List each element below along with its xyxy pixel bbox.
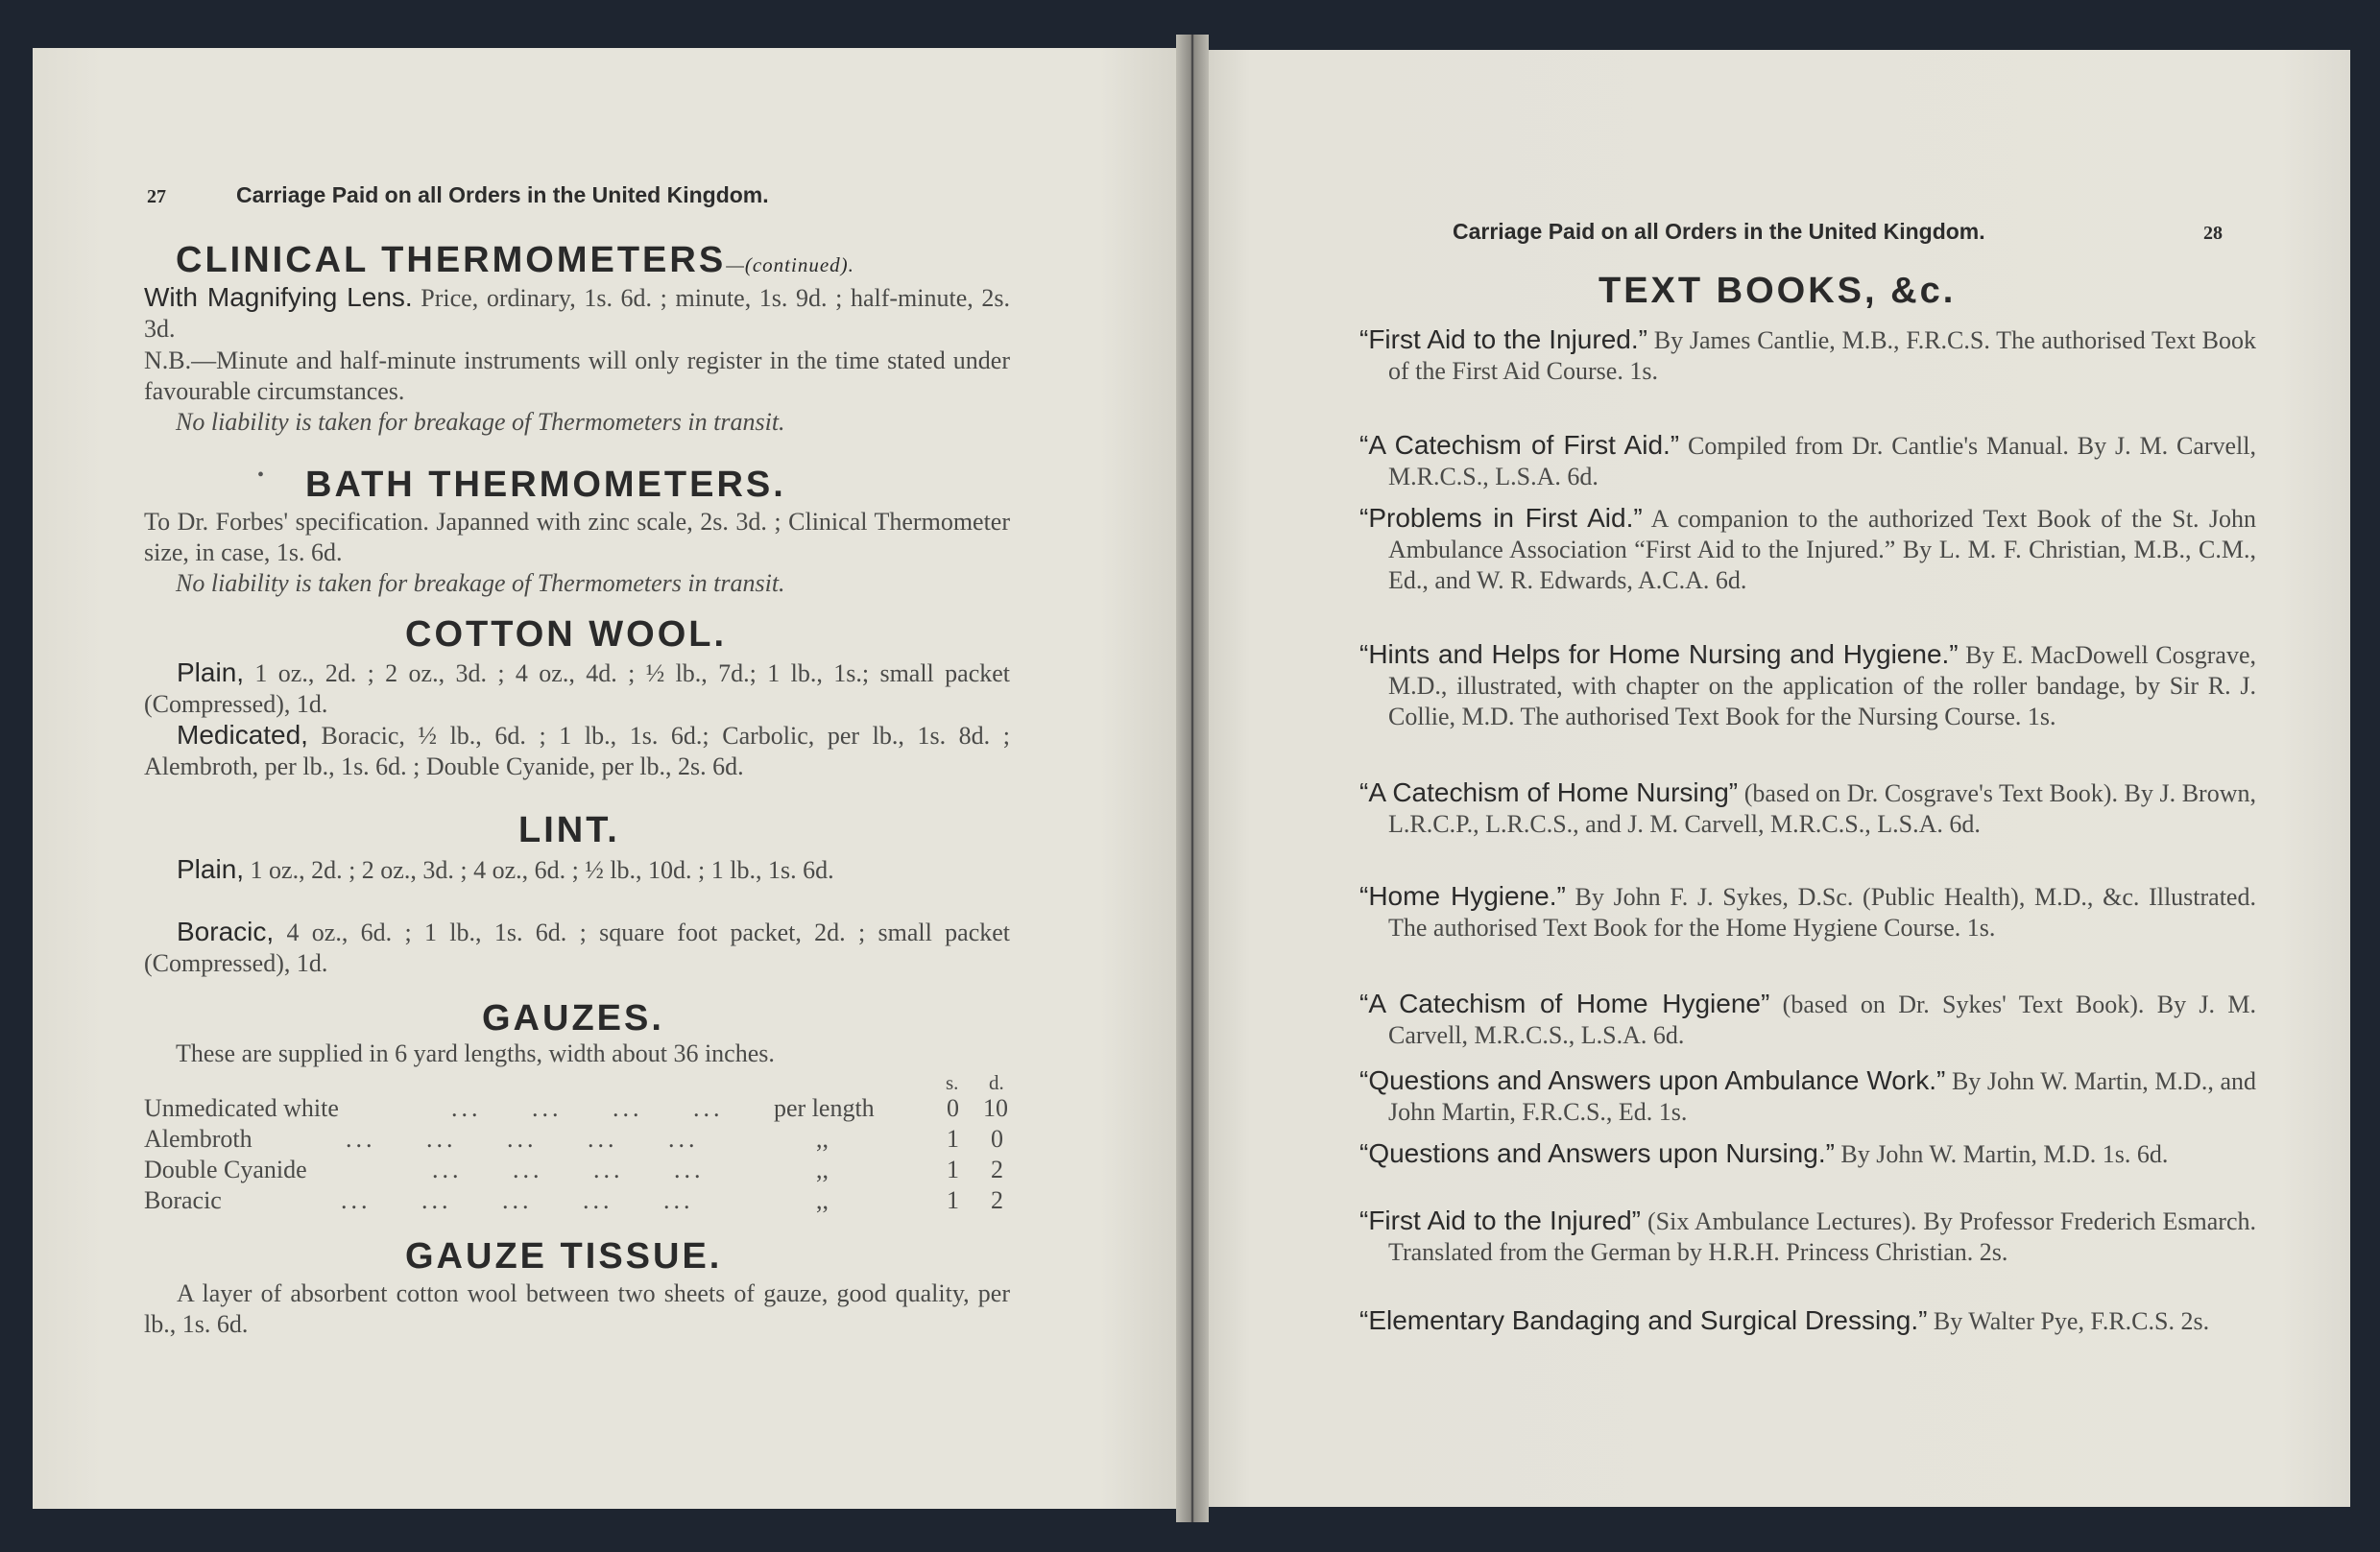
lint-plain-prices: 1 oz., 2d. ; 2 oz., 3d. ; 4 oz., 6d. ; ½ lb., 10d. ; 1 lb., 1s. 6d. xyxy=(244,856,834,884)
book-details: (based on Dr. Cosgrave's Text Book). By J. Brown, L.R.C.P., L.R.C.S., and J. M. Carvell, M.R.C.S., L.S.A. 6d. xyxy=(1388,779,2256,838)
magnifying-lens-lead: With Magnifying Lens. xyxy=(144,282,413,312)
gauze-unit: ,, xyxy=(816,1125,829,1153)
book-details: By James Cantlie, M.B., F.R.C.S. The authorised Text Book of the First Aid Course. 1s. xyxy=(1388,326,2256,385)
leader-dots: ... ... ... ... xyxy=(432,1156,705,1183)
gauze-shillings: 1 xyxy=(947,1186,959,1214)
book-details: (based on Dr. Sykes' Text Book). By J. M. Carvell, M.R.C.S., L.S.A. 6d. xyxy=(1388,991,2256,1049)
gauze-name: Unmedicated white xyxy=(144,1094,339,1122)
cotton-wool-heading: COTTON WOOL. xyxy=(405,614,728,655)
book-entry xyxy=(1359,430,2256,492)
col-d-label: d. xyxy=(989,1071,1004,1094)
clinical-thermometers-heading xyxy=(176,240,854,281)
gauze-pence: 2 xyxy=(991,1156,1003,1183)
gauze-pence: 2 xyxy=(991,1186,1003,1214)
lint-boracic-prices: 4 oz., 6d. ; 1 lb., 1s. 6d. ; square foot packet, 2d. ; small packet (Compressed), 1d. xyxy=(144,919,1010,977)
leader-dots: ... ... ... ... xyxy=(451,1094,724,1122)
cotton-plain-lead: Plain, xyxy=(177,657,245,687)
bullet-mark: • xyxy=(257,465,265,486)
cotton-plain-prices: 1 oz., 2d. ; 2 oz., 3d. ; 4 oz., 4d. ; ½ lb., 7d.; 1 lb., 1s.; small packet (Compressed), 1d. xyxy=(144,659,1010,718)
lint-boracic xyxy=(144,917,1010,979)
gauze-shillings: 0 xyxy=(947,1094,959,1122)
book-details: (Six Ambulance Lectures). By Professor Frederich Esmarch. Translated from the German by H.R.H. Princess Christian. 2s. xyxy=(1388,1207,2256,1266)
book-details: By Walter Pye, F.R.C.S. 2s. xyxy=(1927,1307,2210,1335)
book-title: “Hints and Helps for Home Nursing and Hygiene.” xyxy=(1359,639,1959,669)
book-details: Compiled from Dr. Cantlie's Manual. By J. M. Carvell, M.R.C.S., L.S.A. 6d. xyxy=(1388,432,2257,490)
bath-thermometers-heading: BATH THERMOMETERS. xyxy=(305,465,786,505)
leader-dots: ... ... ... ... ... xyxy=(341,1186,694,1214)
bath-text: To Dr. Forbes' specification. Japanned with zinc scale, 2s. 3d. ; Clinical Thermometer size, in case, 1s. 6d. xyxy=(144,508,1010,566)
book-details: By E. MacDowell Cosgrave, M.D., illustrated, with chapter on the application of the roller bandage, by Sir R. J. Collie, M.D. The authorised Text Book for the Nursing Course. 1s. xyxy=(1388,641,2256,730)
bath-liability: No liability is taken for breakage of Thermometers in transit. xyxy=(176,569,785,597)
clinical-magnifying-lens xyxy=(144,282,1010,345)
book-entry xyxy=(1359,324,2256,387)
gauze-unit: per length xyxy=(774,1094,875,1122)
text-books-heading: TEXT BOOKS, &c. xyxy=(1599,271,1957,311)
gauze-name: Boracic xyxy=(144,1186,222,1214)
book-entry xyxy=(1359,639,2256,732)
lint-plain-lead: Plain, xyxy=(177,854,245,884)
cotton-medicated-lead: Medicated, xyxy=(177,720,308,750)
gauze-name: Double Cyanide xyxy=(144,1156,307,1183)
book-title: “Questions and Answers upon Nursing.” xyxy=(1359,1138,1835,1168)
clinical-note: N.B.—Minute and half-minute instruments will only register in the time stated under favourable circumstances. xyxy=(144,346,1010,405)
page-number: 28 xyxy=(2203,223,2223,244)
col-s-label: s. xyxy=(946,1071,959,1094)
book-title: “Elementary Bandaging and Surgical Dressing.” xyxy=(1359,1305,1928,1335)
leader-dots: ... ... ... ... ... xyxy=(346,1125,699,1153)
gauze-pence: 0 xyxy=(991,1125,1003,1153)
cotton-medicated-prices: Boracic, ½ lb., 6d. ; 1 lb., 1s. 6d.; Carbolic, per lb., 1s. 8d. ; Alembroth, per lb., 1s. 6d. ; Double Cyanide, per lb., 2s. 6d. xyxy=(144,722,1010,780)
gauzes-intro: These are supplied in 6 yard lengths, width about 36 inches. xyxy=(176,1039,775,1067)
book-title: “Problems in First Aid.” xyxy=(1359,503,1643,533)
book-details: By John W. Martin, M.D. 1s. 6d. xyxy=(1834,1140,2169,1168)
book-entry xyxy=(1359,1206,2256,1268)
book-entry xyxy=(1359,989,2256,1051)
gauzes-heading: GAUZES. xyxy=(482,998,664,1039)
book-entry xyxy=(1359,503,2256,596)
gauze-shillings: 1 xyxy=(947,1156,959,1183)
running-header: Carriage Paid on all Orders in the United Kingdom. xyxy=(236,182,769,207)
lint-boracic-lead: Boracic, xyxy=(177,917,275,946)
book-details: A companion to the authorized Text Book of the St. John Ambulance Association “First Aid to the Injured.” By L. M. F. Christian, M.B., C.M., Ed., and W. R. Edwards, A.C.A. 6d. xyxy=(1388,505,2257,594)
book-title: “A Catechism of Home Hygiene” xyxy=(1359,989,1770,1018)
lint-heading: LINT. xyxy=(518,810,620,850)
book-entry xyxy=(1359,1305,2256,1337)
gauze-pence: 10 xyxy=(983,1094,1008,1122)
book-title: “Questions and Answers upon Ambulance Work.” xyxy=(1359,1065,1946,1095)
magnifying-lens-price: Price, ordinary, 1s. 6d. ; minute, 1s. 9d. ; half-minute, 2s. 3d. xyxy=(144,284,1010,343)
lint-plain xyxy=(144,854,1010,886)
book-title: “First Aid to the Injured.” xyxy=(1359,324,1647,354)
continued-label: —(continued). xyxy=(726,253,854,276)
gauze-tissue-heading: GAUZE TISSUE. xyxy=(405,1236,723,1277)
cotton-plain xyxy=(144,657,1010,720)
book-entry xyxy=(1359,1138,2256,1170)
book-details: By John W. Martin, M.D., and John Martin, F.R.C.S., Ed. 1s. xyxy=(1388,1067,2256,1126)
book-entry xyxy=(1359,777,2256,840)
gauze-unit: ,, xyxy=(816,1186,829,1214)
gauze-unit: ,, xyxy=(816,1156,829,1183)
book-title: “A Catechism of Home Nursing” xyxy=(1359,777,1739,807)
cotton-medicated xyxy=(144,720,1010,782)
book-title: “Home Hygiene.” xyxy=(1359,881,1566,911)
book-title: “A Catechism of First Aid.” xyxy=(1359,430,1680,460)
book-entry xyxy=(1359,881,2256,943)
book-entry xyxy=(1359,1065,2256,1128)
book-details: By John F. J. Sykes, D.Sc. (Public Health), M.D., &c. Illustrated. The authorised Text Book for the Home Hygiene Course. 1s. xyxy=(1388,883,2256,942)
running-header: Carriage Paid on all Orders in the United Kingdom. xyxy=(1453,219,1985,244)
gauze-name: Alembroth xyxy=(144,1125,252,1153)
page-number: 27 xyxy=(147,186,166,207)
book-spine xyxy=(1176,35,1209,1522)
book-title: “First Aid to the Injured” xyxy=(1359,1206,1641,1235)
gauze-tissue-text: A layer of absorbent cotton wool between two sheets of gauze, good quality, per lb., 1s. 6d. xyxy=(144,1279,1010,1338)
clinical-title: CLINICAL THERMOMETERS xyxy=(176,240,727,280)
gauze-shillings: 1 xyxy=(947,1125,959,1153)
clinical-liability: No liability is taken for breakage of Thermometers in transit. xyxy=(176,408,785,436)
